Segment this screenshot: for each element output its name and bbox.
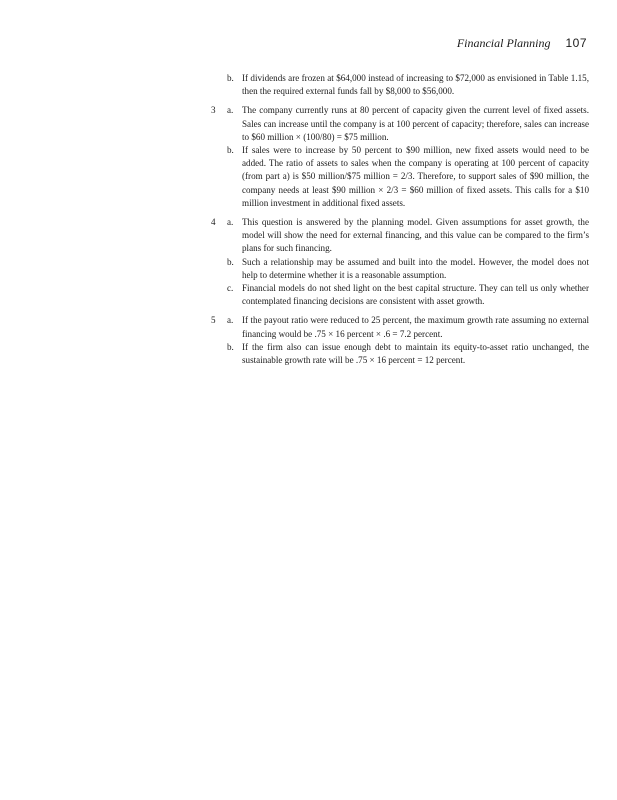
answer-part — [227, 341, 589, 367]
part-label: b. — [227, 341, 234, 352]
running-title: Financial Planning — [456, 36, 551, 50]
part-text: Financial models do not shed light on the best capital structure. They can tell us only whether contemplated financing decisions are consistent with asset growth. — [242, 283, 589, 307]
part-text: If sales were to increase by 50 percent to $90 million, new fixed assets would need to be added. The ratio of assets to sales when the company is operating at 100 percent of capacity (from part a) is $50 million/$75 million = 2/3. Therefore, to support sales of $90 million, the company needs at least $90 million × 2/3 = $60 million of fixed assets. This calls for a $10 million investment in additional fixed assets. — [242, 145, 589, 208]
answer-part — [227, 282, 589, 308]
answer-part — [227, 144, 589, 210]
part-label: b. — [227, 256, 234, 267]
part-label: b. — [227, 73, 234, 83]
page-header — [457, 36, 587, 51]
answer-content — [211, 72, 589, 367]
part-text: If dividends are frozen at $64,000 instead of increasing to $72,000 as envisioned in Table 1.15, then the required external funds fall by $8,000 to $56,000. — [242, 73, 589, 97]
part-label: a. — [227, 315, 234, 326]
question-number: 3 — [211, 105, 216, 116]
page-number: 107 — [565, 36, 587, 50]
question-number: 5 — [211, 315, 216, 326]
part-text: The company currently runs at 80 percent of capacity given the current level of fixed assets. Sales can increase until the company is at 100 percent of capacity; therefore, sales can increase to $60 million × (100/80) = $75 million. — [242, 105, 589, 142]
question-5 — [211, 314, 589, 367]
answer-part — [227, 104, 589, 144]
answer-part — [227, 72, 589, 98]
question-number: 4 — [211, 217, 216, 228]
part-text: Such a relationship may be assumed and built into the model. However, the model does not help to determine whether it is a reasonable assumption. — [242, 256, 589, 280]
part-label: b. — [227, 145, 234, 156]
answer-part — [227, 256, 589, 282]
answer-part — [227, 216, 589, 256]
part-label: c. — [227, 283, 234, 294]
part-text: If the firm also can issue enough debt to maintain its equity-to-asset ratio unchanged, the sustainable growth rate will be .75 × 16 percent = 12 percent. — [242, 341, 589, 366]
part-text: This question is answered by the planning model. Given assumptions for asset growth, the model will show the need for external financing, and this value can be compared to the firm’s plans for such financing. — [242, 217, 589, 254]
question-3 — [211, 104, 589, 210]
part-label: a. — [227, 217, 234, 228]
part-label: a. — [227, 105, 234, 116]
question-4 — [211, 216, 589, 308]
part-text: If the payout ratio were reduced to 25 percent, the maximum growth rate assuming no external financing would be .75 × 16 percent × .6 = 7.2 percent. — [242, 315, 589, 339]
question-2-continued — [227, 72, 589, 98]
answer-part — [227, 314, 589, 340]
